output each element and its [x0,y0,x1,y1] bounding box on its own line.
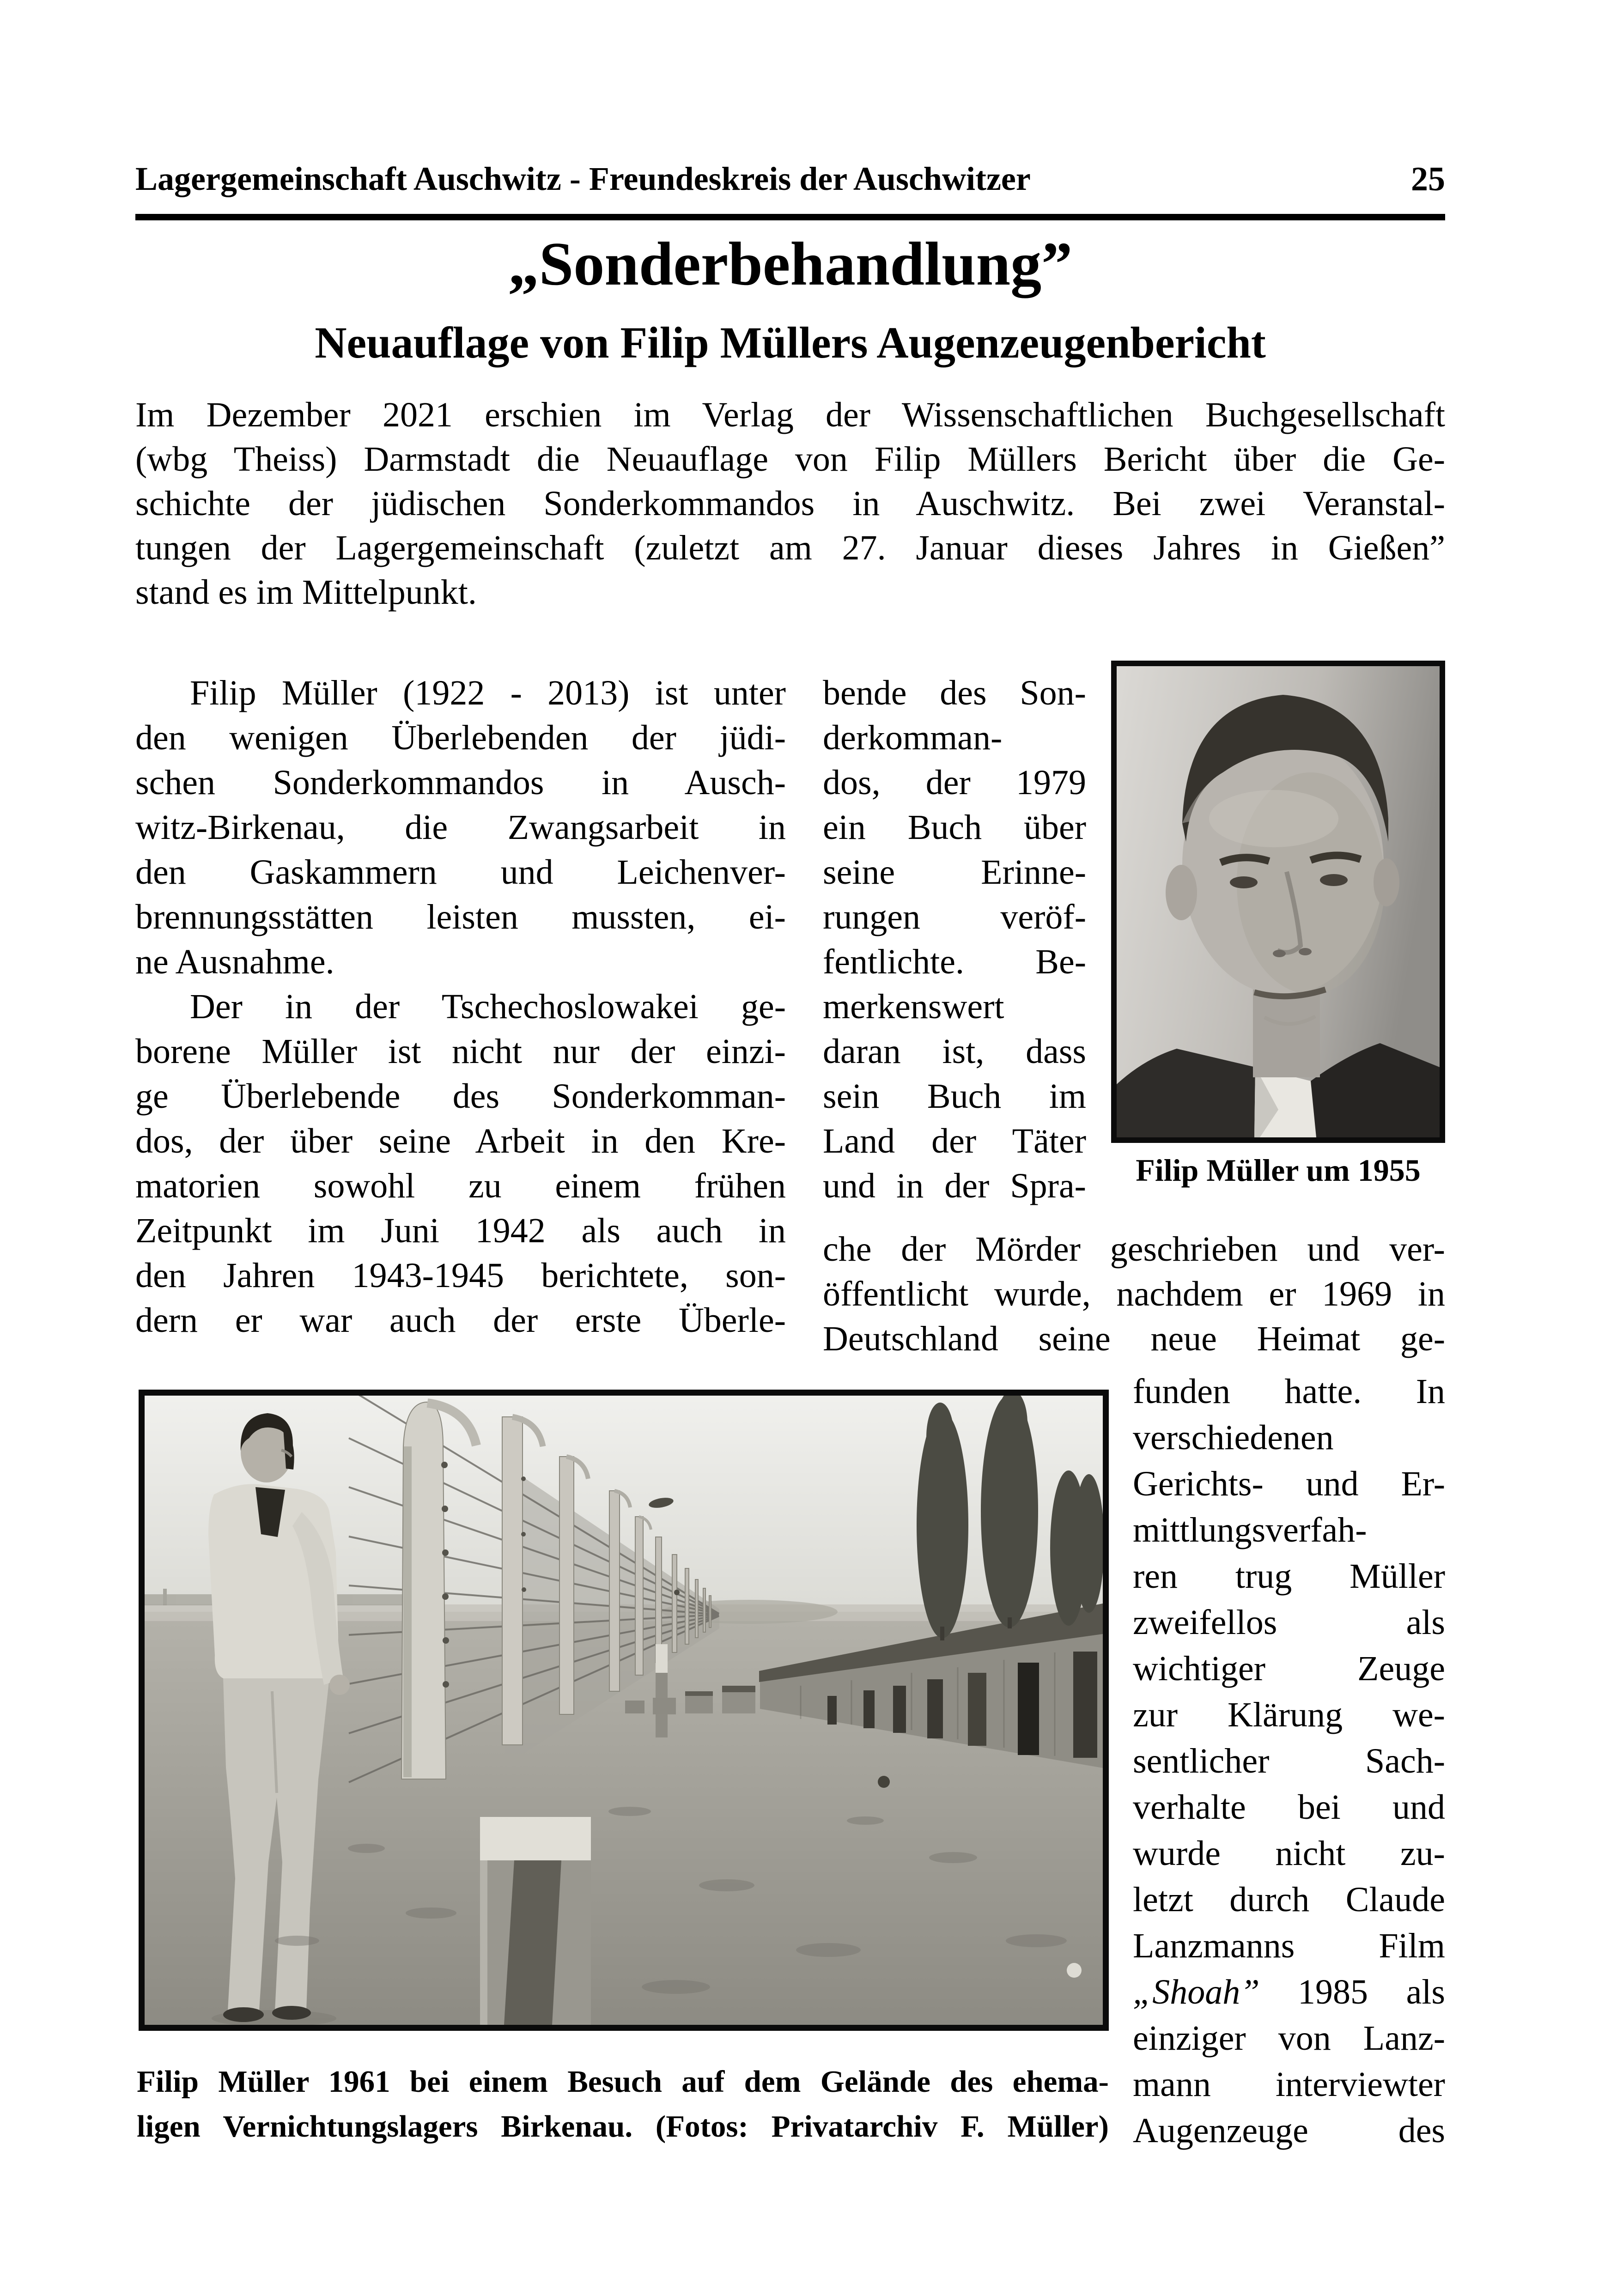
text-line: witz-Birkenau, die Zwangsarbeit in [135,808,786,847]
header-divider-rule [135,214,1445,220]
text-line: zweifellos als [1133,1603,1445,1642]
text-line: Zeitpunkt im Juni 1942 als auch in [135,1211,786,1250]
text-line: wurde nicht zu- [1133,1834,1445,1873]
text-line: Filip Müller (1922 - 2013) ist unter [190,674,786,712]
text-line: rungen veröf- [823,898,1086,936]
text-line: ein Buch über [823,808,1086,847]
text-line: daran ist, dass [823,1032,1086,1071]
header-title: Lagergemeinschaft Auschwitz - Freundeskreis der Auschwitzer [135,160,1031,197]
middle-column [823,671,1086,1209]
page-number: 25 [1411,160,1445,198]
left-column [135,671,786,1343]
portrait-photo-filip-mueller [1111,661,1445,1143]
text-line: matorien sowohl zu einem frühen [135,1166,786,1205]
hand [329,1675,350,1695]
text-line: zur Klärung we- [1133,1695,1445,1734]
text-line: wichtiger Zeuge [1133,1649,1445,1688]
text-line: Der in der Tschechoslowakei ge- [190,987,786,1026]
text-line: den wenigen Überlebenden der jüdi- [135,718,786,757]
camp-photo-birkenau [139,1390,1109,2031]
text-line: ligen Vernichtungslagers Birkenau. (Fotos: Privatarchiv F. Müller) [137,2109,1109,2144]
portrait-caption: Filip Müller um 1955 [1136,1153,1421,1188]
text-line: seine Erinne- [823,853,1086,892]
text-line: sentlicher Sach- [1133,1742,1445,1780]
text-line: merkenswert [823,987,1004,1026]
light-spot [1067,1963,1082,1978]
text-line: dos, der 1979 [823,763,1086,802]
text-line: den Gaskammern und Leichenver- [135,853,786,892]
text-line: einziger von Lanz- [1133,2019,1445,2058]
text-line: sein Buch im [823,1077,1086,1116]
text-line: schen Sonderkommandos in Ausch- [135,763,786,802]
text-line: Deutschland seine neue Heimat ge- [823,1319,1445,1358]
bridge-paragraph [823,1227,1445,1361]
text-line: schichte der jüdischen Sonderkommandos in Auschwitz. Bei zwei Veranstal- [135,484,1445,523]
camp-photo-illustration [145,1396,1103,2025]
text-line: mann interviewter [1133,2065,1445,2104]
text-line: den Jahren 1943-1945 berichtete, son- [135,1256,786,1295]
text-line: funden hatte. In [1133,1372,1445,1411]
text-line: bende des Son- [823,674,1086,712]
text-line: Land der Täter [823,1122,1086,1160]
text-line: verhalte bei und [1133,1788,1445,1827]
dark-spot [878,1776,890,1788]
text-line: verschiedenen [1133,1418,1334,1457]
text-line: Augenzeuge des [1133,2111,1445,2150]
text-line: Lanzmanns Film [1133,1926,1445,1965]
text-line: stand es im Mittelpunkt. [135,573,477,612]
text-line: derkomman- [823,718,1003,757]
camp-photo-caption [137,2059,1109,2149]
article-title: „Sonderbehandlung” [508,230,1073,298]
text-line: „Shoah” 1985 als [1133,1973,1445,2011]
right-column [1133,1368,1445,2154]
text-line: ne Ausnahme. [135,942,334,981]
text-line: mittlungsverfah- [1133,1511,1367,1549]
article-subtitle: Neuauflage von Filip Müllers Augenzeugenbericht [315,318,1266,367]
text-line: dern er war auch der erste Überle- [135,1301,786,1340]
text-line: ge Überlebende des Sonderkomman- [135,1077,786,1116]
text-line: öffentlicht wurde, nachdem er 1969 in [823,1275,1445,1313]
text-line: tungen der Lagergemeinschaft (zuletzt am 27. Januar dieses Jahres in Gießen” [135,528,1445,567]
portrait-illustration [1117,666,1440,1137]
text-line: ren trug Müller [1133,1557,1445,1596]
intro-paragraph [135,393,1445,614]
white-bollard [656,1644,668,1737]
text-line: und in der Spra- [823,1166,1086,1205]
text-line: dos, der über seine Arbeit in den Kre- [135,1122,786,1160]
text-line: brennungsstätten leisten mussten, ei- [135,898,786,936]
text-line: borene Müller ist nicht nur der einzi- [135,1032,786,1071]
text-line: letzt durch Claude [1133,1880,1445,1919]
text-line: Im Dezember 2021 erschien im Verlag der Wissenschaftlichen Buchgesellschaft [135,395,1445,434]
text-line: Gerichts- und Er- [1133,1464,1445,1503]
text-line: Filip Müller 1961 bei einem Besuch auf dem Gelände des ehema- [137,2065,1109,2099]
text-line: fentlichte. Be- [823,942,1086,981]
text-line: che der Mörder geschrieben und ver- [823,1230,1445,1269]
text-line: (wbg Theiss) Darmstadt die Neuauflage von Filip Müllers Bericht über die Ge- [135,440,1445,479]
foreground-stump [480,1817,591,2025]
